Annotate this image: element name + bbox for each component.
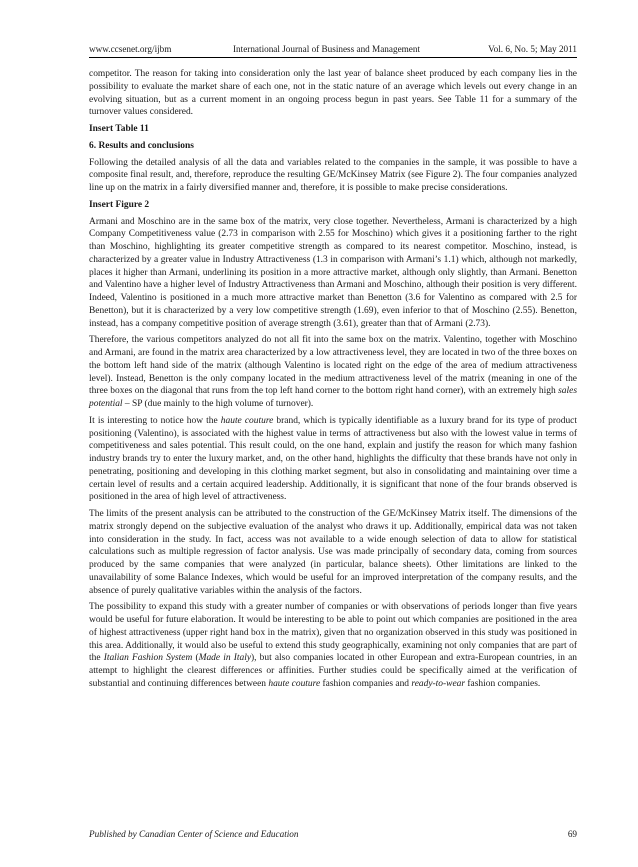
text-run: The possibility to expand this study with a greater number of companies or with observations of periods longer than five years would be useful for future elaboration. It would be interesting to be able to point out which companies are positioned in the area of highest attractiveness (upper right hand box in the matrix), given that no organization observed in this study was positioned in this area. Additionally, it would also be useful to extend this study geographically, examining not only companies that are part of the [89,602,577,664]
text-run: fashion companies and [320,678,412,689]
paragraph-armani-moschino: Armani and Moschino are in the same box of the matrix, very close together. Nevertheless, Armani is characterized by a high Company Competitiveness value (2.73 in comparison with 2.55 for Moschino) which gives it a positioning farther to the right than Moschino, highlighting its greater competitive strength as compared to its nearest competitor. Moschino, instead, is characterized by a greater value in Industry Attractiveness (1.3 in comparison with Armani’s 1.1) which, although not markedly, places it higher than Armani, underlining its position in a more attractive market, although only slightly, than Armani. Benetton and Valentino have a higher level of Industry Attractiveness than Armani and Moschino, although their position is very different. Indeed, Valentino is positioned in a much more attractive market than Benetton (3.6 for Valentino as compared with 2.5 for Benetton), but it is characterized by a very low competitive strength (1.69), even inferior to that of Moschino (2.55). Benetton, instead, has a company competitive position of average strength (3.61), greater than that of Armani (2.73). [89,216,577,329]
page-number: 69 [567,829,577,839]
text-run: ( [192,653,199,664]
paragraph-future-research [89,601,577,690]
paragraph-haute-couture [89,415,577,504]
paragraph-turnover: competitor. The reason for taking into consideration only the last year of balance sheet produced by each company lies in the possibility to evaluate the market share of each one, not in the static nature of an average which levels out every change in an evolving situation, but as a current moment in an ongoing process begun in past years. See Table 11 for a summary of the turnover values considered. [89,69,577,118]
journal-title: International Journal of Business and Management [233,44,421,54]
running-footer [89,828,577,842]
emphasis-haute-couture: haute couture [268,678,321,689]
issue-info: Vol. 6, No. 5; May 2011 [488,44,577,54]
text-run: ), but also companies located in other European and extra-European countries, in an attempt to highlight the clearest differences or affinities. Further studies could be specifically aimed at the verification of substantial and continuing differences between [89,653,578,689]
text-run: – SP (due mainly to the high volume of turnover). [122,399,314,409]
text-run: Therefore, the various competitors analyzed do not all fit into the same box on the matrix. Valentino, together with Moschino and Armani, are found in the matrix area characterized by a low attractiveness level, they are located in two of the three boxes on the bottom left hand side of the matrix (although Valentino is located right on the edge of the area of medium attractiveness level). Instead, Benetton is the only company located in the medium attractiveness level of the matrix (meaning in one of the three boxes on the diagonal that runs from the top left hand corner to the bottom right hand corner), with an extremely high [89,335,577,397]
journal-url[interactable]: www.ccsenet.org/ijbm [89,44,172,54]
emphasis-ready-to-wear: ready-to-wear [411,678,466,689]
article-body [89,68,577,695]
paragraph-results-intro: Following the detailed analysis of all the data and variables related to the companies in the sample, it was possible to have a composite final result, and, therefore, reproduce the resulting GE/McKinsey Matrix (see Figure 2). The four companies analyzed line up on the matrix in a fairly diversified manner and, therefore, it is possible to make precise considerations. [89,157,577,193]
publisher-credit: Published by Canadian Center of Science and Education [89,829,299,839]
insert-figure-note: Insert Figure 2 [89,199,150,210]
text-run: fashion companies. [465,678,541,689]
emphasis-italian-fashion-system: Italian Fashion System [103,653,193,664]
running-header [89,43,577,58]
paragraph-matrix-positions [89,334,577,411]
insert-table-note: Insert Table 11 [89,124,149,134]
emphasis-made-in-italy: Made in Italy [198,653,252,664]
text-run: It is interesting to notice how the [89,415,221,426]
emphasis-haute-couture: haute couture [220,415,274,426]
section-heading-results: 6. Results and conclusions [89,140,194,151]
paragraph-limits: The limits of the present analysis can be attributed to the construction of the GE/McKinsey Matrix itself. The dimensions of the matrix strongly depend on the subjective evaluation of the analyst who draws it up. Additionally, empirical data was not taken into consideration in the study. In fact, access was not available to a wide enough selection of data to allow for statistical calculations such as multiple regression of factor analysis. Use was made principally of secondary data, coming from sources produced by the same companies that were analyzed (in particular, balance sheets). Other limitations are linked to the unavailability of some Balance Indexes, which would be useful for an improved interpretation of the company results, and the absence of purely qualitative variables within the analysis of the factors. [89,509,577,596]
text-run: brand, which is typically identifiable as a luxury brand for its type of product positioning (Valentino), is associated with the highest value in terms of attractiveness but also with the lowest value in terms of competitiveness and sales potential. This result could, on the one hand, explain and justify the reason for which many fashion industry brands try to enter the luxury market, and, on the other hand, highlights the difficulty that these brands have not only in penetrating, positioning and developing in this clothing market segment, but also in consolidating and maintaining over time a certain level of results and a certain acquired leadership. Additionally, it is significant that none of the four brands observed is positioned in the area of high level of attractiveness. [89,415,577,503]
emphasis-sales-potential: sales potential [89,386,577,409]
